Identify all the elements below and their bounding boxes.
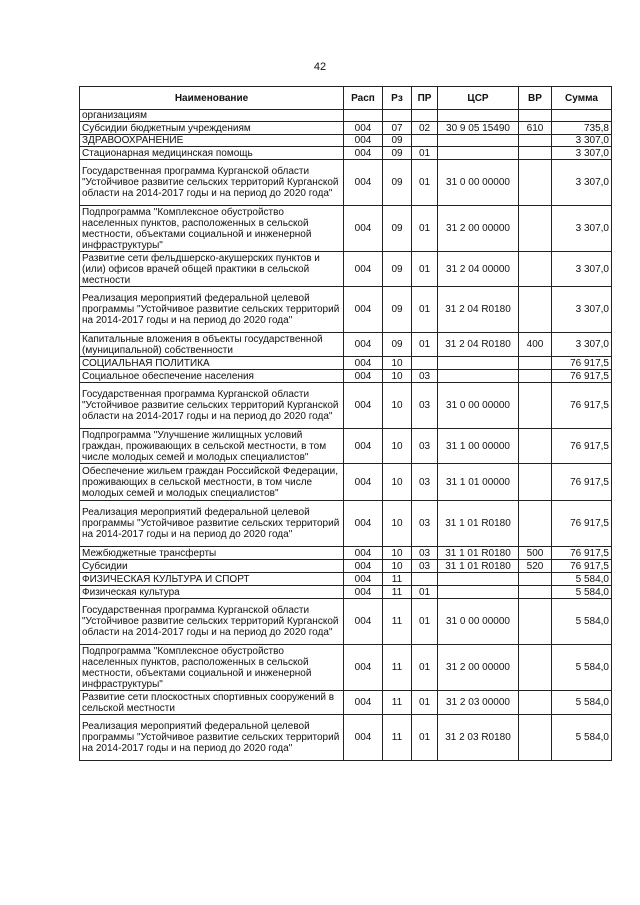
row-csr: 31 1 00 00000 bbox=[438, 429, 519, 464]
row-sum: 76 917,5 bbox=[552, 464, 612, 501]
row-name: Подпрограмма "Улучшение жилищных условий граждан, проживающих в сельской местности, в том числе молодых семей и молодых специалистов" bbox=[80, 429, 344, 464]
table-row bbox=[80, 287, 612, 333]
row-csr: 31 2 04 R0180 bbox=[438, 287, 519, 333]
row-vr: 500 bbox=[519, 547, 552, 560]
row-vr bbox=[519, 501, 552, 547]
row-vr bbox=[519, 135, 552, 147]
row-rz: 11 bbox=[383, 573, 412, 586]
row-sum: 76 917,5 bbox=[552, 357, 612, 370]
row-pr: 01 bbox=[412, 586, 438, 599]
row-name: Стационарная медицинская помощь bbox=[80, 147, 344, 160]
budget-table bbox=[79, 86, 612, 761]
row-sum: 3 307,0 bbox=[552, 160, 612, 206]
row-sum: 735,8 bbox=[552, 122, 612, 135]
table-body bbox=[80, 110, 612, 761]
row-rz: 09 bbox=[383, 287, 412, 333]
table-row bbox=[80, 560, 612, 573]
row-pr: 02 bbox=[412, 122, 438, 135]
row-rz: 10 bbox=[383, 547, 412, 560]
row-sum: 3 307,0 bbox=[552, 147, 612, 160]
row-pr: 03 bbox=[412, 501, 438, 547]
row-vr bbox=[519, 383, 552, 429]
row-sum bbox=[552, 110, 612, 122]
row-name: Субсидии бюджетным учреждениям bbox=[80, 122, 344, 135]
row-pr: 01 bbox=[412, 206, 438, 252]
row-name: ЗДРАВООХРАНЕНИЕ bbox=[80, 135, 344, 147]
row-rz bbox=[383, 110, 412, 122]
row-vr bbox=[519, 110, 552, 122]
row-csr: 31 2 04 R0180 bbox=[438, 333, 519, 357]
row-vr: 610 bbox=[519, 122, 552, 135]
row-sum: 5 584,0 bbox=[552, 573, 612, 586]
row-vr bbox=[519, 645, 552, 691]
row-pr: 03 bbox=[412, 547, 438, 560]
row-pr: 01 bbox=[412, 691, 438, 715]
row-rasp: 004 bbox=[344, 206, 383, 252]
row-name: СОЦИАЛЬНАЯ ПОЛИТИКА bbox=[80, 357, 344, 370]
row-rz: 11 bbox=[383, 715, 412, 761]
row-vr bbox=[519, 691, 552, 715]
row-vr bbox=[519, 252, 552, 287]
row-pr: 01 bbox=[412, 147, 438, 160]
row-rz: 10 bbox=[383, 560, 412, 573]
row-rz: 11 bbox=[383, 599, 412, 645]
row-rz: 09 bbox=[383, 252, 412, 287]
row-vr bbox=[519, 599, 552, 645]
table-row bbox=[80, 147, 612, 160]
header-sum: Сумма bbox=[552, 87, 612, 110]
row-rasp: 004 bbox=[344, 370, 383, 383]
table-row bbox=[80, 691, 612, 715]
row-vr bbox=[519, 464, 552, 501]
row-name: Субсидии bbox=[80, 560, 344, 573]
row-sum: 76 917,5 bbox=[552, 370, 612, 383]
row-sum: 3 307,0 bbox=[552, 287, 612, 333]
table-row bbox=[80, 586, 612, 599]
row-csr: 31 2 03 R0180 bbox=[438, 715, 519, 761]
row-rz: 10 bbox=[383, 383, 412, 429]
row-rasp: 004 bbox=[344, 573, 383, 586]
row-csr: 31 2 03 00000 bbox=[438, 691, 519, 715]
table-row bbox=[80, 135, 612, 147]
row-rasp: 004 bbox=[344, 586, 383, 599]
row-name: Реализация мероприятий федеральной целевой программы "Устойчивое развитие сельских территорий на 2014-2017 годы и на период до 2020 года" bbox=[80, 715, 344, 761]
table-row bbox=[80, 501, 612, 547]
row-csr bbox=[438, 586, 519, 599]
row-name: Социальное обеспечение населения bbox=[80, 370, 344, 383]
row-pr: 03 bbox=[412, 464, 438, 501]
row-csr: 31 2 00 00000 bbox=[438, 206, 519, 252]
row-rz: 10 bbox=[383, 370, 412, 383]
row-csr: 31 1 01 R0180 bbox=[438, 547, 519, 560]
row-csr bbox=[438, 573, 519, 586]
table-row bbox=[80, 573, 612, 586]
row-rz: 09 bbox=[383, 160, 412, 206]
row-pr bbox=[412, 135, 438, 147]
row-sum: 76 917,5 bbox=[552, 560, 612, 573]
row-rz: 11 bbox=[383, 645, 412, 691]
row-name: ФИЗИЧЕСКАЯ КУЛЬТУРА И СПОРТ bbox=[80, 573, 344, 586]
row-pr: 03 bbox=[412, 383, 438, 429]
row-pr: 01 bbox=[412, 252, 438, 287]
row-rasp: 004 bbox=[344, 560, 383, 573]
row-sum: 3 307,0 bbox=[552, 206, 612, 252]
row-rasp: 004 bbox=[344, 147, 383, 160]
row-rasp: 004 bbox=[344, 691, 383, 715]
row-sum: 76 917,5 bbox=[552, 429, 612, 464]
row-pr: 01 bbox=[412, 160, 438, 206]
row-sum: 76 917,5 bbox=[552, 383, 612, 429]
row-name: Подпрограмма "Комплексное обустройство населенных пунктов, расположенных в сельской местности, объектами социальной и инженерной инфраструктуры" bbox=[80, 645, 344, 691]
row-csr bbox=[438, 357, 519, 370]
row-rasp: 004 bbox=[344, 464, 383, 501]
header-rasp: Расп bbox=[344, 87, 383, 110]
row-sum: 3 307,0 bbox=[552, 135, 612, 147]
row-sum: 5 584,0 bbox=[552, 645, 612, 691]
row-sum: 5 584,0 bbox=[552, 715, 612, 761]
table-row bbox=[80, 252, 612, 287]
row-pr: 01 bbox=[412, 645, 438, 691]
row-vr bbox=[519, 586, 552, 599]
row-sum: 5 584,0 bbox=[552, 586, 612, 599]
row-rasp bbox=[344, 110, 383, 122]
row-csr bbox=[438, 147, 519, 160]
row-vr bbox=[519, 357, 552, 370]
row-sum: 3 307,0 bbox=[552, 252, 612, 287]
row-pr bbox=[412, 357, 438, 370]
row-rz: 10 bbox=[383, 501, 412, 547]
row-rasp: 004 bbox=[344, 135, 383, 147]
row-rasp: 004 bbox=[344, 252, 383, 287]
row-rasp: 004 bbox=[344, 501, 383, 547]
row-vr bbox=[519, 287, 552, 333]
row-vr bbox=[519, 147, 552, 160]
row-pr: 01 bbox=[412, 715, 438, 761]
table-header-row bbox=[80, 87, 612, 110]
row-pr: 03 bbox=[412, 370, 438, 383]
row-rasp: 004 bbox=[344, 599, 383, 645]
row-name: Реализация мероприятий федеральной целевой программы "Устойчивое развитие сельских территорий на 2014-2017 годы и на период до 2020 года" bbox=[80, 287, 344, 333]
table-row bbox=[80, 464, 612, 501]
row-rz: 09 bbox=[383, 206, 412, 252]
row-sum: 5 584,0 bbox=[552, 599, 612, 645]
row-vr bbox=[519, 429, 552, 464]
row-csr: 31 1 01 R0180 bbox=[438, 560, 519, 573]
row-pr: 01 bbox=[412, 287, 438, 333]
row-vr bbox=[519, 206, 552, 252]
table-row bbox=[80, 547, 612, 560]
row-name: Реализация мероприятий федеральной целевой программы "Устойчивое развитие сельских территорий на 2014-2017 годы и на период до 2020 года" bbox=[80, 501, 344, 547]
row-name: Капитальные вложения в объекты государственной (муниципальной) собственности bbox=[80, 333, 344, 357]
table-row bbox=[80, 160, 612, 206]
row-name: организациям bbox=[80, 110, 344, 122]
table-row bbox=[80, 599, 612, 645]
page-number: 42 bbox=[313, 61, 327, 73]
row-rasp: 004 bbox=[344, 429, 383, 464]
row-name: Обеспечение жильем граждан Российской Федерации, проживающих в сельской местности, в том числе молодых семей и молодых специалистов" bbox=[80, 464, 344, 501]
row-rz: 10 bbox=[383, 429, 412, 464]
row-name: Государственная программа Курганской области "Устойчивое развитие сельских территорий Курганской области на 2014-2017 годы и на период до 2020 года" bbox=[80, 383, 344, 429]
row-vr: 520 bbox=[519, 560, 552, 573]
row-pr bbox=[412, 110, 438, 122]
row-rasp: 004 bbox=[344, 160, 383, 206]
row-rz: 11 bbox=[383, 691, 412, 715]
row-csr: 31 0 00 00000 bbox=[438, 383, 519, 429]
row-name: Государственная программа Курганской области "Устойчивое развитие сельских территорий Курганской области на 2014-2017 годы и на период до 2020 года" bbox=[80, 160, 344, 206]
row-name: Подпрограмма "Комплексное обустройство населенных пунктов, расположенных в сельской местности, объектами социальной и инженерной инфраструктуры" bbox=[80, 206, 344, 252]
row-csr: 31 2 00 00000 bbox=[438, 645, 519, 691]
row-rz: 11 bbox=[383, 586, 412, 599]
row-sum: 3 307,0 bbox=[552, 333, 612, 357]
row-sum: 5 584,0 bbox=[552, 691, 612, 715]
table-row bbox=[80, 122, 612, 135]
table-row bbox=[80, 370, 612, 383]
header-rz: Рз bbox=[383, 87, 412, 110]
row-vr bbox=[519, 573, 552, 586]
table-row bbox=[80, 110, 612, 122]
row-csr bbox=[438, 370, 519, 383]
row-vr bbox=[519, 715, 552, 761]
row-name: Межбюджетные трансферты bbox=[80, 547, 344, 560]
table-row bbox=[80, 333, 612, 357]
row-csr: 31 1 01 R0180 bbox=[438, 501, 519, 547]
table-row bbox=[80, 206, 612, 252]
row-sum: 76 917,5 bbox=[552, 547, 612, 560]
row-rasp: 004 bbox=[344, 645, 383, 691]
row-csr: 31 2 04 00000 bbox=[438, 252, 519, 287]
row-pr: 03 bbox=[412, 560, 438, 573]
row-vr bbox=[519, 160, 552, 206]
row-rasp: 004 bbox=[344, 333, 383, 357]
row-rz: 07 bbox=[383, 122, 412, 135]
table-row bbox=[80, 715, 612, 761]
row-rasp: 004 bbox=[344, 122, 383, 135]
row-rz: 09 bbox=[383, 147, 412, 160]
header-csr: ЦСР bbox=[438, 87, 519, 110]
row-pr: 01 bbox=[412, 333, 438, 357]
row-rasp: 004 bbox=[344, 715, 383, 761]
row-rasp: 004 bbox=[344, 383, 383, 429]
row-rz: 09 bbox=[383, 333, 412, 357]
row-pr bbox=[412, 573, 438, 586]
row-vr: 400 bbox=[519, 333, 552, 357]
row-csr: 31 0 00 00000 bbox=[438, 160, 519, 206]
row-csr: 31 1 01 00000 bbox=[438, 464, 519, 501]
row-rz: 09 bbox=[383, 135, 412, 147]
table-row bbox=[80, 429, 612, 464]
table-row bbox=[80, 357, 612, 370]
row-name: Государственная программа Курганской области "Устойчивое развитие сельских территорий Курганской области на 2014-2017 годы и на период до 2020 года" bbox=[80, 599, 344, 645]
row-name: Развитие сети плоскостных спортивных сооружений в сельской местности bbox=[80, 691, 344, 715]
row-csr: 30 9 05 15490 bbox=[438, 122, 519, 135]
row-pr: 01 bbox=[412, 599, 438, 645]
row-csr bbox=[438, 135, 519, 147]
row-rasp: 004 bbox=[344, 357, 383, 370]
row-rasp: 004 bbox=[344, 287, 383, 333]
row-name: Развитие сети фельдшерско-акушерских пунктов и (или) офисов врачей общей практики в сельской местности bbox=[80, 252, 344, 287]
header-pr: ПР bbox=[412, 87, 438, 110]
table-row bbox=[80, 645, 612, 691]
row-pr: 03 bbox=[412, 429, 438, 464]
row-rasp: 004 bbox=[344, 547, 383, 560]
table-row bbox=[80, 383, 612, 429]
header-vr: ВР bbox=[519, 87, 552, 110]
row-rz: 10 bbox=[383, 464, 412, 501]
row-name: Физическая культура bbox=[80, 586, 344, 599]
row-vr bbox=[519, 370, 552, 383]
row-csr bbox=[438, 110, 519, 122]
row-rz: 10 bbox=[383, 357, 412, 370]
header-name: Наименование bbox=[80, 87, 344, 110]
row-csr: 31 0 00 00000 bbox=[438, 599, 519, 645]
row-sum: 76 917,5 bbox=[552, 501, 612, 547]
